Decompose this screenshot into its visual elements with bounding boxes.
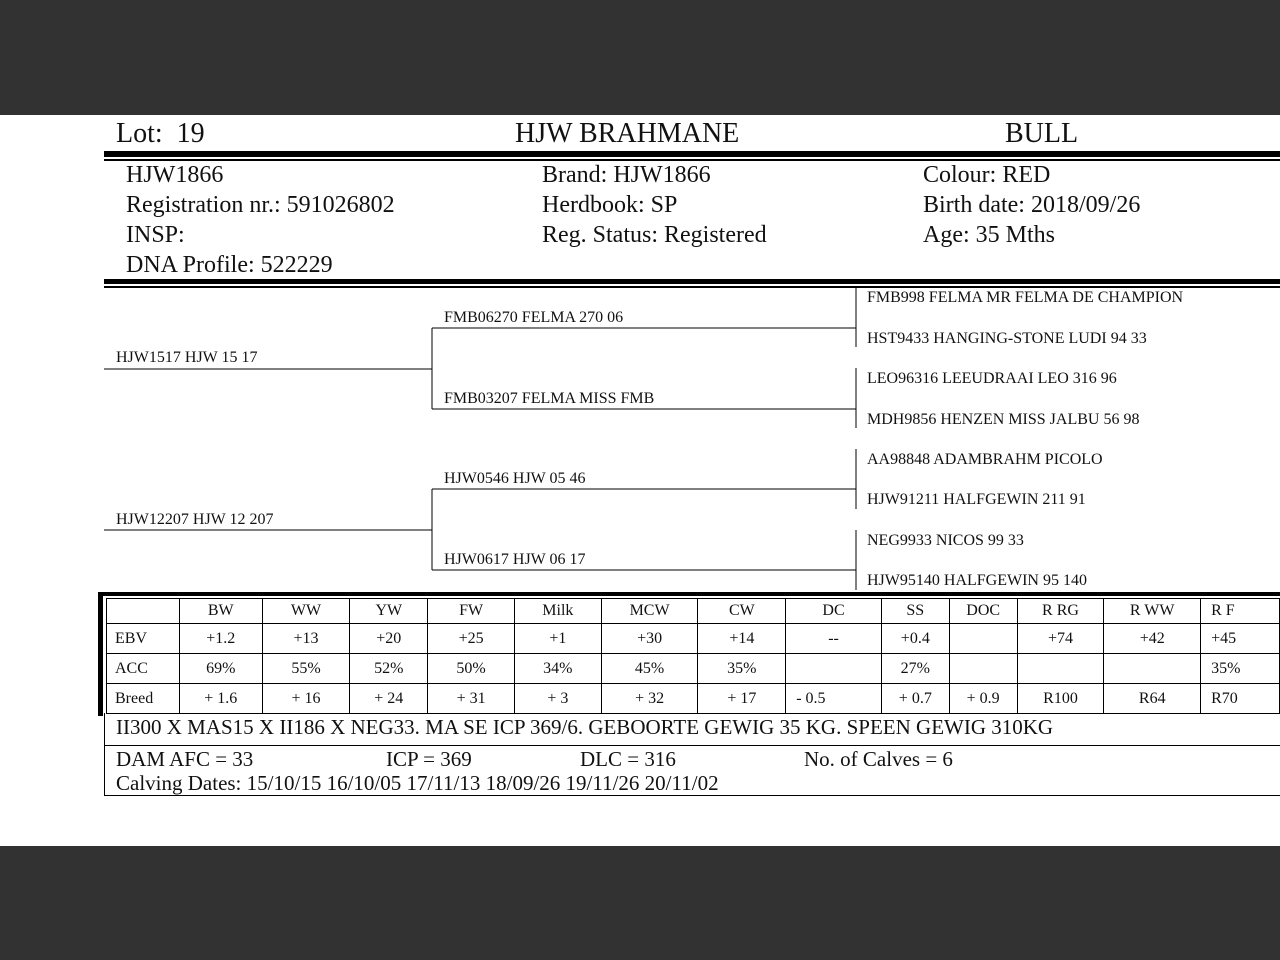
header-cell-rf: R F: [1201, 599, 1280, 624]
row-label: ACC: [107, 654, 180, 684]
table-rule-top: [98, 592, 1280, 596]
table-cell: + 31: [428, 684, 515, 714]
table-cell: [949, 624, 1017, 654]
birth-date: Birth date: 2018/09/26: [923, 192, 1141, 218]
registration-number: Registration nr.: 591026802: [126, 192, 395, 218]
dlc: DLC = 316: [580, 747, 676, 771]
table-cell: 45%: [601, 654, 698, 684]
row-label: EBV: [107, 624, 180, 654]
ebv-table: [106, 598, 1280, 714]
calving-dates: Calving Dates: 15/10/15 16/10/05 17/11/13 18/09/26 19/11/26 20/11/02: [116, 771, 719, 795]
table-cell: + 1.6: [179, 684, 262, 714]
table-cell: +25: [428, 624, 515, 654]
lot-card: [0, 115, 1280, 846]
header-cell-ww: WW: [262, 599, 350, 624]
row-label: Breed: [107, 684, 180, 714]
table-cell: 52%: [350, 654, 428, 684]
table-cell: +13: [262, 624, 350, 654]
header-cell-blank: [107, 599, 180, 624]
table-cell: [786, 654, 882, 684]
notes-divider: [104, 745, 1280, 746]
header-cell-ss: SS: [881, 599, 949, 624]
brand: Brand: HJW1866: [542, 162, 711, 188]
table-cell: 55%: [262, 654, 350, 684]
breeding-comment: II300 X MAS15 X II186 X NEG33. MA SE ICP 369/6. GEBOORTE GEWIG 35 KG. SPEEN GEWIG 310KG: [116, 715, 1054, 739]
table-cell: 27%: [881, 654, 949, 684]
table-cell: +14: [698, 624, 786, 654]
table-cell: R64: [1104, 684, 1201, 714]
table-cell: +42: [1104, 624, 1201, 654]
pedigree-lines: [0, 115, 1280, 595]
table-cell: + 24: [350, 684, 428, 714]
dam-afc: DAM AFC = 33: [116, 747, 254, 771]
table-cell: +1.2: [179, 624, 262, 654]
table-cell: 69%: [179, 654, 262, 684]
header-cell-mcw: MCW: [601, 599, 698, 624]
ggp-4: MDH9856 HENZEN MISS JALBU 56 98: [867, 411, 1140, 428]
dam: HJW12207 HJW 12 207: [116, 511, 274, 528]
notes-left-border: [104, 713, 105, 795]
table-cell: +30: [601, 624, 698, 654]
table-cell: R70: [1201, 684, 1280, 714]
herdbook: Herdbook: SP: [542, 192, 678, 218]
header-cell-rrg: R RG: [1017, 599, 1104, 624]
table-cell: [1104, 654, 1201, 684]
header-cell-milk: Milk: [514, 599, 601, 624]
ggp-3: LEO96316 LEEUDRAAI LEO 316 96: [867, 370, 1117, 387]
table-cell: 35%: [698, 654, 786, 684]
animal-name: HJW BRAHMANE: [515, 118, 740, 149]
insp: INSP:: [126, 222, 185, 248]
ggp-6: HJW91211 HALFGEWIN 211 91: [867, 491, 1086, 508]
table-cell: 34%: [514, 654, 601, 684]
table-cell: - 0.5: [786, 684, 882, 714]
ebv-header-row: [107, 599, 1280, 624]
lot-number: 19: [176, 118, 205, 149]
sire-dam: FMB03207 FELMA MISS FMB: [444, 390, 655, 407]
ggp-7: NEG9933 NICOS 99 33: [867, 532, 1024, 549]
ebv-row-breed: [107, 684, 1280, 714]
header-cell-fw: FW: [428, 599, 515, 624]
table-cell: +20: [350, 624, 428, 654]
icp: ICP = 369: [386, 747, 472, 771]
header-cell-doc: DOC: [949, 599, 1017, 624]
table-cell: [949, 654, 1017, 684]
dna-profile: DNA Profile: 522229: [126, 252, 333, 278]
dam-sire: HJW0546 HJW 05 46: [444, 470, 586, 487]
table-cell: 50%: [428, 654, 515, 684]
header-cell-rww: R WW: [1104, 599, 1201, 624]
sire: HJW1517 HJW 15 17: [116, 349, 258, 366]
animal-sex: BULL: [1005, 118, 1079, 149]
ggp-5: AA98848 ADAMBRAHM PICOLO: [867, 451, 1103, 468]
table-cell: + 0.7: [881, 684, 949, 714]
ebv-row-acc: [107, 654, 1280, 684]
header-cell-cw: CW: [698, 599, 786, 624]
table-cell: R100: [1017, 684, 1104, 714]
table-cell: +0.4: [881, 624, 949, 654]
header-cell-bw: BW: [179, 599, 262, 624]
table-cell: +45: [1201, 624, 1280, 654]
ebv-row-ebv: [107, 624, 1280, 654]
lot-label-text: Lot:: [116, 118, 163, 149]
number-of-calves: No. of Calves = 6: [804, 747, 953, 771]
table-cell: +74: [1017, 624, 1104, 654]
animal-id: HJW1866: [126, 162, 224, 188]
header-cell-yw: YW: [350, 599, 428, 624]
table-rule-left: [98, 592, 103, 716]
table-cell: + 17: [698, 684, 786, 714]
table-cell: 35%: [1201, 654, 1280, 684]
sire-sire: FMB06270 FELMA 270 06: [444, 309, 624, 326]
table-cell: + 16: [262, 684, 350, 714]
header-cell-dc: DC: [786, 599, 882, 624]
table-cell: + 32: [601, 684, 698, 714]
colour: Colour: RED: [923, 162, 1051, 188]
table-cell: +1: [514, 624, 601, 654]
registration-status: Reg. Status: Registered: [542, 222, 767, 248]
dam-dam: HJW0617 HJW 06 17: [444, 551, 586, 568]
table-cell: + 3: [514, 684, 601, 714]
ggp-1: FMB998 FELMA MR FELMA DE CHAMPION: [867, 289, 1184, 306]
notes-bottom-border: [104, 795, 1280, 796]
table-cell: + 0.9: [949, 684, 1017, 714]
ggp-8: HJW95140 HALFGEWIN 95 140: [867, 572, 1087, 589]
ggp-2: HST9433 HANGING-STONE LUDI 94 33: [867, 330, 1147, 347]
age: Age: 35 Mths: [923, 222, 1055, 248]
table-cell: [1017, 654, 1104, 684]
table-cell: --: [786, 624, 882, 654]
